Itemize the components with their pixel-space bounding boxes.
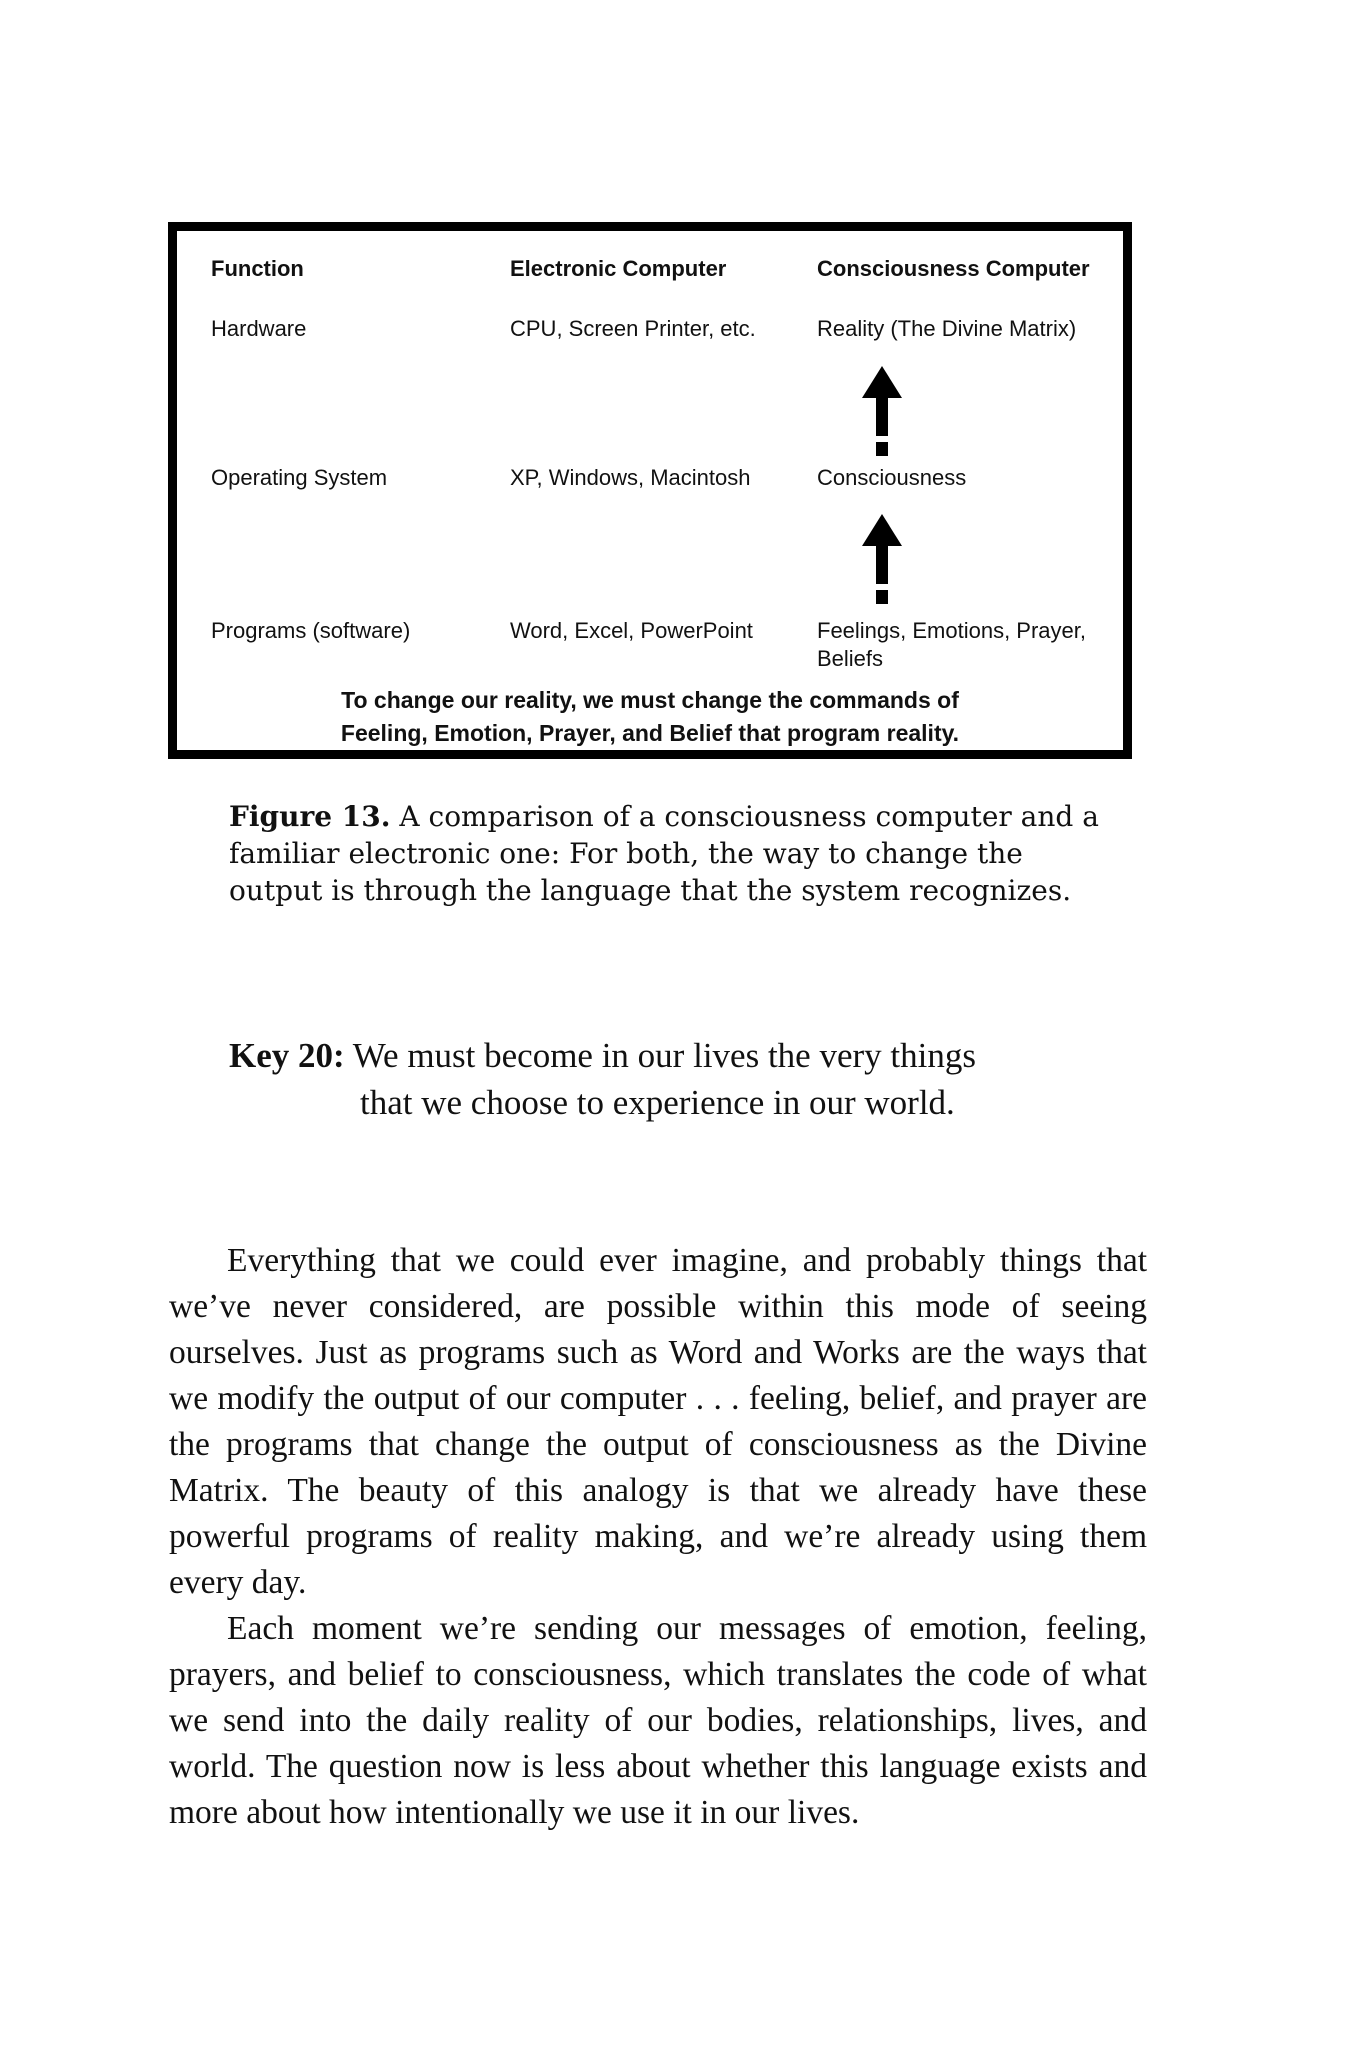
key-label: Key 20: xyxy=(229,1036,345,1075)
paragraph: Everything that we could ever imagine, and probably things that we’ve never considered, are possible within this mode of seeing ourselves. Just as programs such as Word and Works are the ways that we modify the output of our computer . . . feeling, belief, and prayer are the programs that change the output of consciousness as the Divine Matrix. The beauty of this analogy is that we already have these powerful programs of reality making, and we’re already using them every day. xyxy=(169,1242,1147,1601)
figure-caption-text: A comparison of a consciousness computer and a familiar electronic one: For both, the way to change the output is through the language that the system recognizes. xyxy=(229,800,1099,907)
key-line-1: We must become in our lives the very things xyxy=(352,1036,976,1075)
key-line-2: that we choose to experience in our world. xyxy=(360,1083,955,1122)
figure-caption-label: Figure 13. xyxy=(229,800,391,833)
row-os-consciousness: Consciousness xyxy=(817,465,967,490)
figure-note-line-1: To change our reality, we must change the commands of xyxy=(341,687,959,713)
row-programs-electronic: Word, Excel, PowerPoint xyxy=(510,618,753,643)
figure-caption xyxy=(229,798,1109,909)
row-hardware-function: Hardware xyxy=(211,316,307,341)
comparison-figure xyxy=(168,222,1132,759)
header-electronic-computer: Electronic Computer xyxy=(510,256,727,281)
row-hardware-consciousness: Reality (The Divine Matrix) xyxy=(817,316,1077,341)
body-text xyxy=(169,1238,1147,1836)
row-programs-function: Programs (software) xyxy=(211,618,411,643)
row-hardware-electronic: CPU, Screen Printer, etc. xyxy=(510,316,756,341)
row-os-electronic: XP, Windows, Macintosh xyxy=(510,465,751,490)
paragraph: Each moment we’re sending our messages of emotion, feeling, prayers, and belief to consciousness, which translates the code of what we send into the daily reality of our bodies, relationships, lives, and world. The question now is less about whether this language exists and more about how intentionally we use it in our lives. xyxy=(169,1610,1147,1831)
figure-note xyxy=(177,684,1123,750)
up-arrow-icon xyxy=(862,514,902,610)
header-function: Function xyxy=(211,256,304,281)
key-statement xyxy=(229,1032,1129,1126)
row-os-function: Operating System xyxy=(211,465,388,490)
up-arrow-icon xyxy=(862,366,902,462)
row-programs-consciousness: Feelings, Emotions, Prayer, Beliefs xyxy=(817,618,1087,671)
header-consciousness-computer: Consciousness Computer xyxy=(817,256,1090,281)
figure-note-line-2: Feeling, Emotion, Prayer, and Belief that program reality. xyxy=(340,720,960,746)
